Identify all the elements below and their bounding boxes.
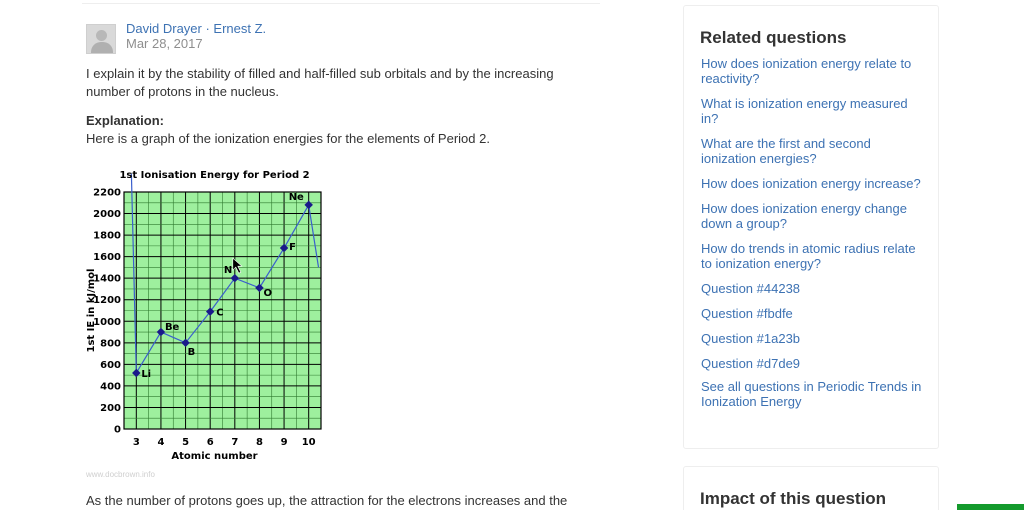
- green-accent-bar: [957, 504, 1024, 510]
- point-label: Li: [141, 368, 152, 380]
- explanation-text: Here is a graph of the ionization energies for the elements of Period 2.: [86, 131, 490, 146]
- related-question-item: [701, 136, 926, 166]
- related-question-link[interactable]: Question #44238: [701, 281, 801, 296]
- y-tick-label: 2000: [93, 209, 121, 221]
- x-tick-label: 5: [182, 437, 190, 448]
- x-tick-label: 7: [231, 437, 239, 448]
- y-tick-label: 2200: [93, 187, 121, 199]
- related-question-item: [701, 306, 926, 321]
- answer-continuation: As the number of protons goes up, the attraction for the electrons increases and the: [86, 493, 568, 508]
- chart-svg: [84, 160, 334, 470]
- ionization-energy-chart: [84, 160, 334, 470]
- point-label: O: [263, 287, 272, 299]
- related-question-link[interactable]: Question #d7de9: [701, 356, 801, 371]
- related-question-item: [701, 56, 926, 86]
- related-question-item: [701, 356, 926, 371]
- point-label: Ne: [288, 191, 304, 203]
- related-question-item: [701, 241, 926, 271]
- x-tick-label: 10: [301, 437, 316, 448]
- x-tick-label: 6: [206, 437, 214, 448]
- related-question-link[interactable]: See all questions in Periodic Trends in Ionization Energy: [701, 379, 922, 409]
- related-question-link[interactable]: How do trends in atomic radius relate to ionization energy?: [701, 241, 916, 271]
- related-question-item: [701, 331, 926, 346]
- x-axis-label: Atomic number: [171, 451, 258, 462]
- related-question-item: [701, 201, 926, 231]
- x-tick-label: 4: [157, 437, 165, 448]
- related-question-item: [701, 281, 926, 296]
- y-tick-label: 1000: [93, 316, 121, 328]
- related-question-link[interactable]: Question #1a23b: [701, 331, 801, 346]
- answer-intro: I explain it by the stability of filled and half-filled sub orbitals and by the increasing number of protons in the nucleus.: [86, 66, 554, 99]
- author-names-link[interactable]: David Drayer · Ernest Z.: [126, 21, 267, 36]
- answer-date: Mar 28, 2017: [126, 36, 203, 51]
- explanation-heading: Explanation:: [86, 113, 165, 128]
- related-question-item: [701, 96, 926, 126]
- y-tick-label: 1800: [93, 230, 121, 242]
- x-tick-label: 3: [132, 437, 140, 448]
- related-question-item: [701, 379, 926, 409]
- y-axis-label: 1st IE in kJ/mol: [86, 268, 97, 353]
- chart-title: 1st Ionisation Energy for Period 2: [119, 170, 310, 181]
- related-question-link[interactable]: How does ionization energy change down a group?: [701, 201, 907, 231]
- point-label: N: [223, 265, 233, 277]
- y-tick-label: 800: [100, 338, 121, 350]
- y-tick-label: 1400: [93, 273, 121, 285]
- explanation-section: [86, 112, 596, 148]
- point-label: F: [289, 242, 296, 254]
- point-label: Be: [164, 322, 180, 334]
- related-question-link[interactable]: What is ionization energy measured in?: [701, 96, 908, 126]
- avatar[interactable]: [86, 24, 116, 54]
- related-question-link[interactable]: How does ionization energy relate to reactivity?: [701, 56, 912, 86]
- x-tick-label: 9: [280, 437, 288, 448]
- y-tick-label: 1600: [93, 252, 121, 264]
- image-credit: www.docbrown.info: [86, 470, 155, 479]
- related-questions-list: [701, 56, 926, 409]
- y-tick-label: 1200: [93, 295, 121, 307]
- top-divider: [82, 3, 600, 4]
- related-questions-title: Related questions: [700, 28, 847, 47]
- related-question-link[interactable]: What are the first and second ionization energies?: [701, 136, 871, 166]
- related-question-link[interactable]: Question #fbdfe: [701, 306, 793, 321]
- y-tick-label: 600: [100, 359, 121, 371]
- related-question-item: [701, 176, 926, 191]
- x-tick-label: 8: [255, 437, 263, 448]
- y-tick-label: 200: [100, 402, 121, 414]
- point-label: B: [187, 346, 196, 358]
- impact-title: Impact of this question: [700, 489, 887, 508]
- related-question-link[interactable]: How does ionization energy increase?: [701, 176, 921, 191]
- y-tick-label: 0: [114, 424, 121, 436]
- y-tick-label: 400: [100, 381, 121, 393]
- point-label: C: [216, 307, 224, 319]
